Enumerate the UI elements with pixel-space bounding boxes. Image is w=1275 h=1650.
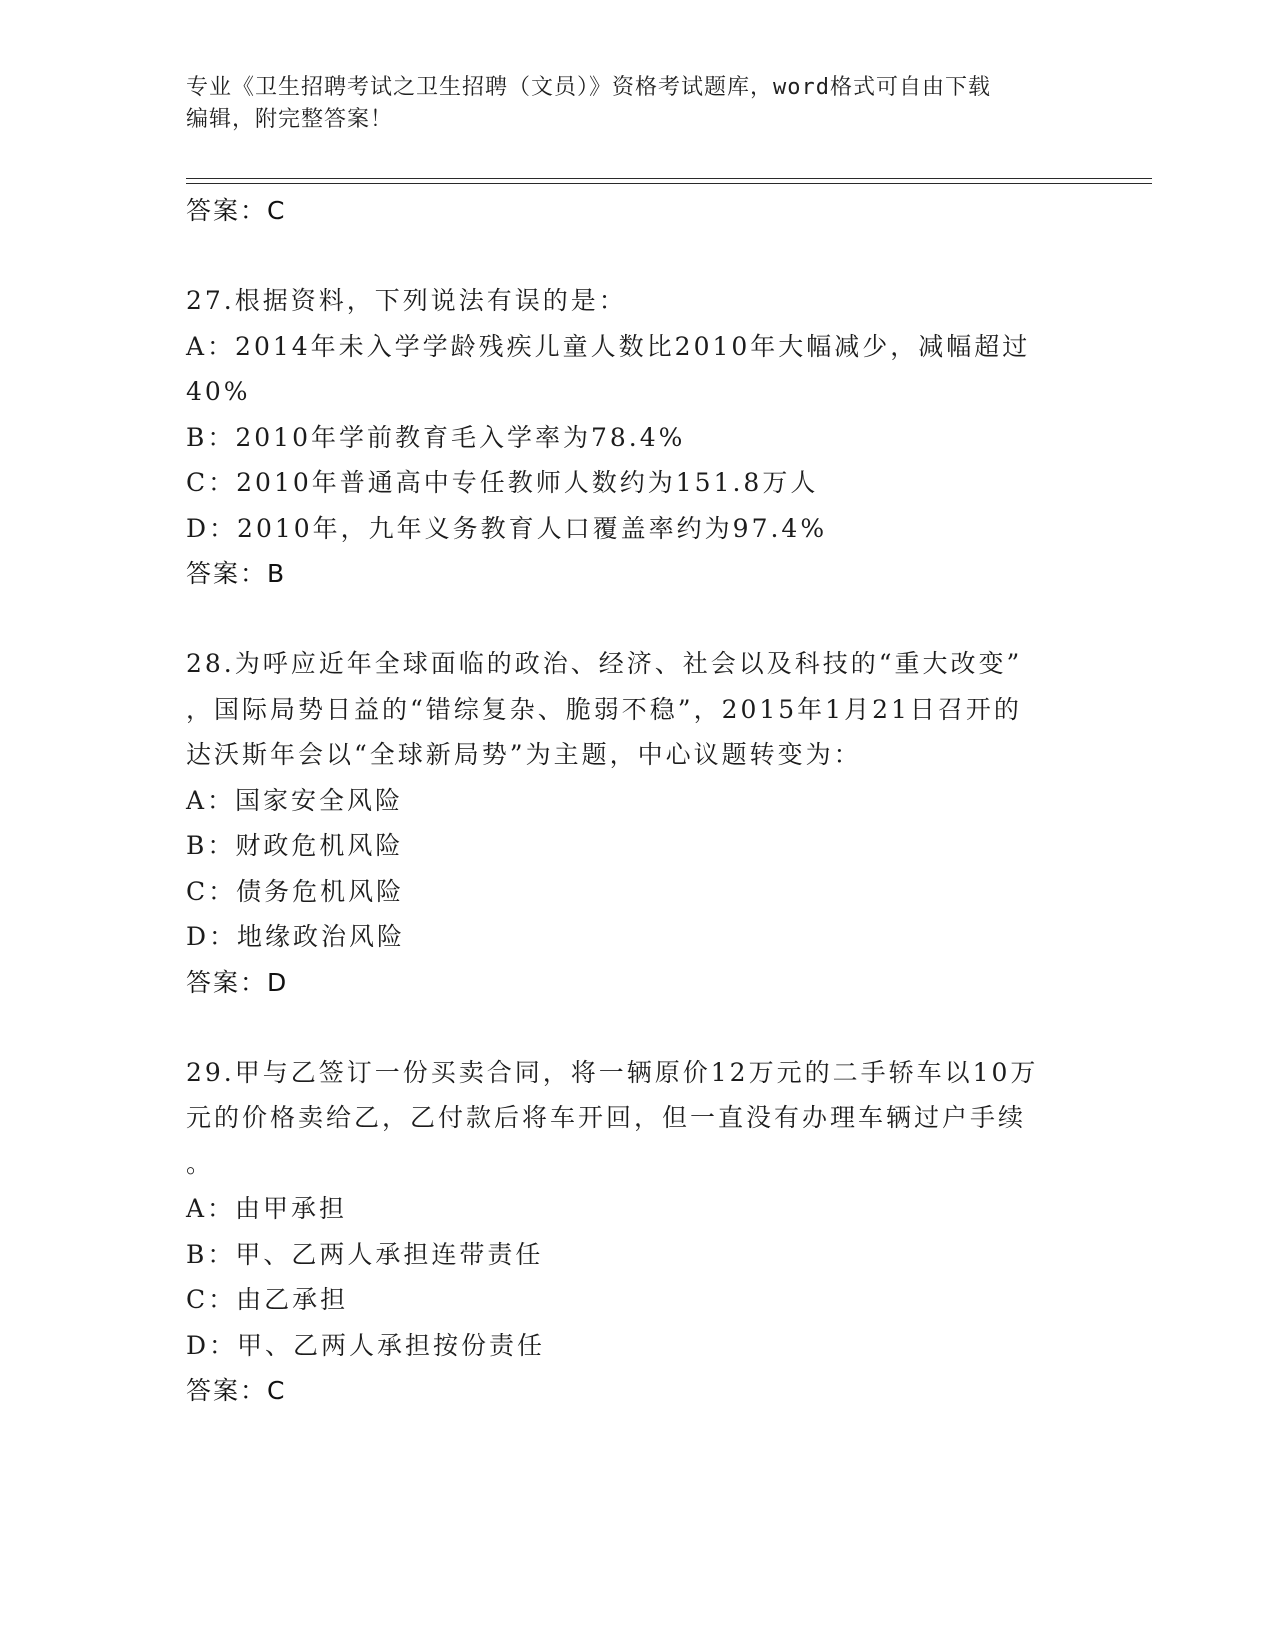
answer: 答案：D xyxy=(186,967,289,997)
page-content xyxy=(186,188,1086,1414)
question-stem-continued: 元的价格卖给乙，乙付款后将车开回，但一直没有办理车辆过户手续 xyxy=(186,1103,1027,1132)
question-stem-continued: ，国际局势日益的“错综复杂、脆弱不稳”，2015年1月21日召开的 xyxy=(186,694,1022,724)
question-gap xyxy=(186,234,1086,278)
option-b: B：甲、乙两人承担连带责任 xyxy=(186,1239,544,1269)
option-a: A：国家安全风险 xyxy=(186,785,404,815)
question-28 xyxy=(186,641,1086,1006)
question-stem: 28.为呼应近年全球面临的政治、经济、社会以及科技的“重大改变” xyxy=(186,649,1023,678)
question-stem: 29.甲与乙签订一份买卖合同，将一辆原价12万元的二手轿车以10万 xyxy=(186,1057,1039,1087)
option-a-continued: 40% xyxy=(186,377,251,406)
header-rule-top xyxy=(186,178,1152,179)
question-stem-continued: 达沃斯年会以“全球新局势”为主题，中心议题转变为： xyxy=(186,740,862,769)
question-27 xyxy=(186,278,1086,597)
answer-previous: 答案：C xyxy=(186,196,287,225)
option-a: A：2014年未入学学龄残疾儿童人数比2010年大幅减少，减幅超过 xyxy=(186,331,1031,361)
page-header xyxy=(186,72,1086,136)
header-line-2: 编辑，附完整答案！ xyxy=(186,107,394,132)
option-c: C：由乙承担 xyxy=(186,1285,349,1314)
option-b: B：2010年学前教育毛入学率为78.4% xyxy=(186,422,686,452)
answer: 答案：B xyxy=(186,559,287,588)
option-d: D：甲、乙两人承担按份责任 xyxy=(186,1330,546,1360)
question-gap xyxy=(186,1006,1086,1050)
question-stem-continued: 。 xyxy=(186,1148,215,1178)
option-d: D：2010年，九年义务教育人口覆盖率约为97.4% xyxy=(186,513,828,543)
option-b: B：财政危机风险 xyxy=(186,831,404,860)
question-stem: 27.根据资料，下列说法有误的是： xyxy=(186,286,627,315)
question-gap xyxy=(186,597,1086,641)
answer: 答案：C xyxy=(186,1376,287,1405)
option-a: A：由甲承担 xyxy=(186,1194,348,1223)
header-rule-bottom xyxy=(186,183,1152,184)
option-d: D：地缘政治风险 xyxy=(186,922,406,951)
question-29 xyxy=(186,1050,1086,1415)
header-line-1: 专业《卫生招聘考试之卫生招聘（文员）》资格考试题库，word格式可自由下载 xyxy=(186,75,991,100)
option-c: C：2010年普通高中专任教师人数约为151.8万人 xyxy=(186,468,819,497)
option-c: C：债务危机风险 xyxy=(186,876,405,906)
